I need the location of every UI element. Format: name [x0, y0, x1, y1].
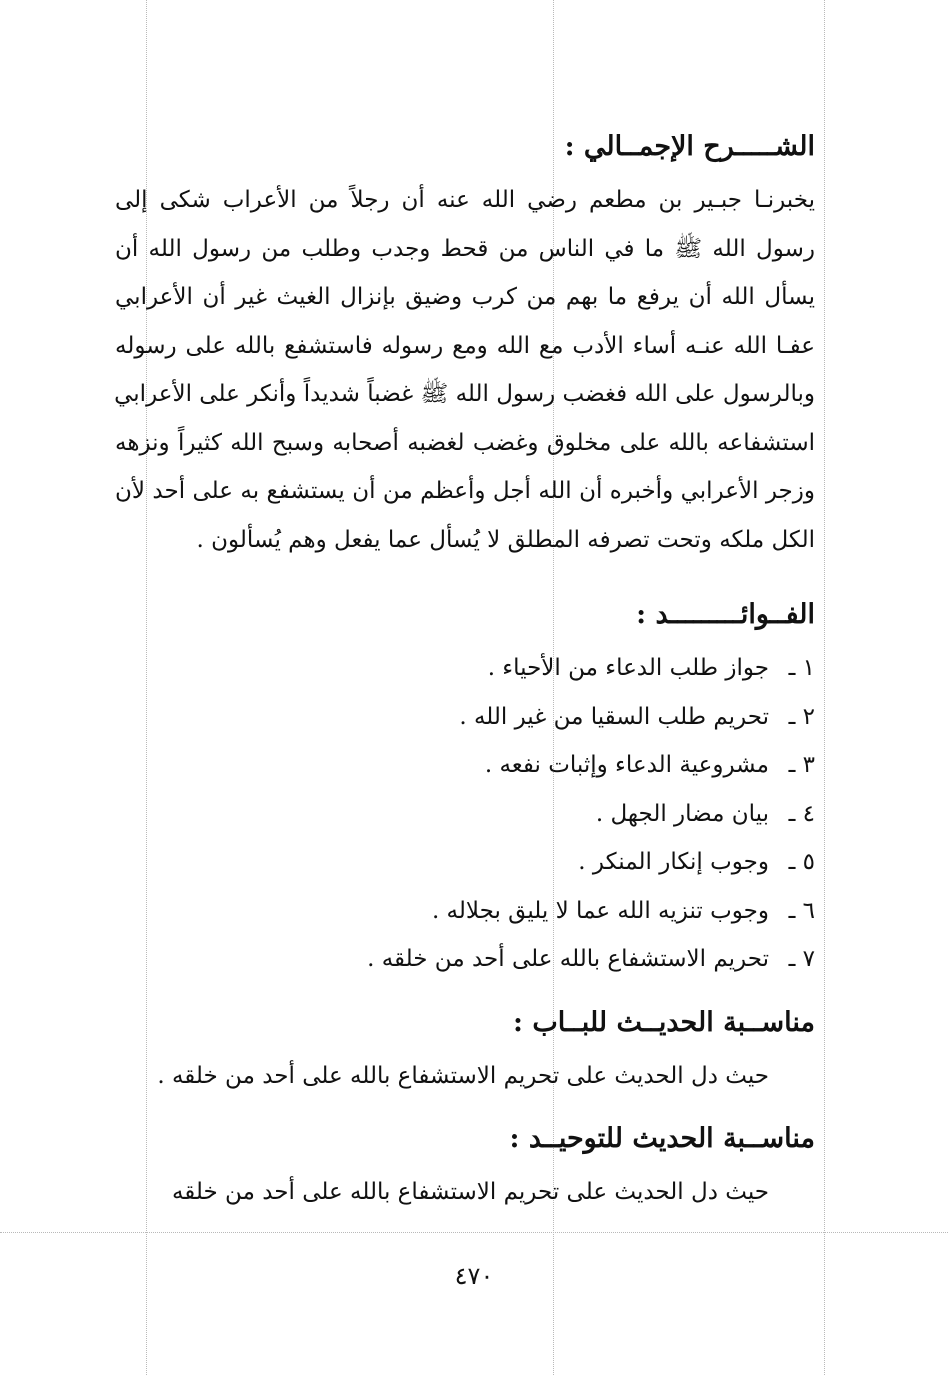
summary-line: عفـا الله عنـه أساء الأدب مع الله ومع رسوله فاستشفع بالله على رسوله — [115, 332, 815, 359]
summary-paragraph — [115, 176, 815, 564]
list-item — [115, 887, 815, 936]
chapter-relevance-heading: مناســبة الحديــث للبــاب : — [512, 1006, 815, 1038]
list-item — [115, 644, 815, 693]
summary-line: وزجر الأعرابي وأخبره أن الله أجل وأعظم من أن يستشفع به على أحد لأن — [115, 478, 815, 504]
item-number: ١ ـ — [788, 655, 815, 681]
item-text: وجوب إنكار المنكر . — [578, 849, 769, 875]
page-number: ٤٧٠ — [454, 1262, 494, 1290]
item-number: ٦ ـ — [788, 897, 815, 924]
item-number: ٣ ـ — [788, 752, 815, 778]
list-item — [115, 693, 815, 742]
item-number: ٢ ـ — [788, 703, 815, 730]
scan-guide-line — [824, 0, 825, 1375]
tawheed-relevance-text: حيث دل الحديث على تحريم الاستشفاع بالله على أحد من خلقه — [171, 1179, 769, 1205]
benefits-list — [115, 644, 815, 984]
chapter-relevance-text: حيث دل الحديث على تحريم الاستشفاع بالله على أحد من خلقه . — [157, 1062, 769, 1089]
list-item — [115, 935, 815, 984]
tawheed-relevance-heading: مناســبة الحديث للتوحيــد : — [509, 1123, 815, 1154]
list-item — [115, 790, 815, 839]
scan-guide-line — [0, 1232, 948, 1233]
summary-heading: الشـــــرح الإجمــالي : — [564, 131, 815, 162]
item-text: تحريم طلب السقيا من غير الله . — [459, 703, 769, 730]
item-text: وجوب تنزيه الله عما لا يليق بجلاله . — [431, 897, 769, 924]
list-item — [115, 838, 815, 887]
item-text: بيان مضار الجهل . — [595, 800, 769, 827]
item-number: ٤ ـ — [788, 800, 815, 827]
summary-line: رسول الله ﷺ ما في الناس من قحط وجدب وطلب من رسول الله أن — [115, 235, 815, 262]
document-page — [115, 118, 815, 1217]
item-number: ٥ ـ — [788, 849, 815, 875]
summary-line: استشفاعه بالله على مخلوق وغضب لغضبه أصحابه وسبح الله كثيراً ونزهه — [115, 429, 815, 456]
summary-line: وبالرسول على الله فغضب رسول الله ﷺ غضباً شديداً وأنكر على الأعرابي — [114, 381, 815, 407]
item-number: ٧ ـ — [788, 946, 815, 972]
summary-line: الكل ملكه وتحت تصرفه المطلق لا يُسأل عما يفعل وهم يُسألون . — [196, 526, 815, 553]
summary-line: يخبرنـا جبـير بن مطعم رضي الله عنه أن رجلاً من الأعراب شكى إلى — [115, 187, 815, 213]
item-text: مشروعية الدعاء وإثبات نفعه . — [484, 752, 769, 778]
summary-line: يسأل الله أن يرفع ما بهم من كرب وضيق بإنزال الغيث غير أن الأعرابي — [115, 284, 816, 310]
list-item — [115, 741, 815, 790]
benefits-heading: الفــوائـــــــــد : — [636, 599, 815, 630]
item-text: جواز طلب الدعاء من الأحياء . — [487, 655, 769, 681]
item-text: تحريم الاستشفاع بالله على أحد من خلقه . — [367, 946, 769, 972]
